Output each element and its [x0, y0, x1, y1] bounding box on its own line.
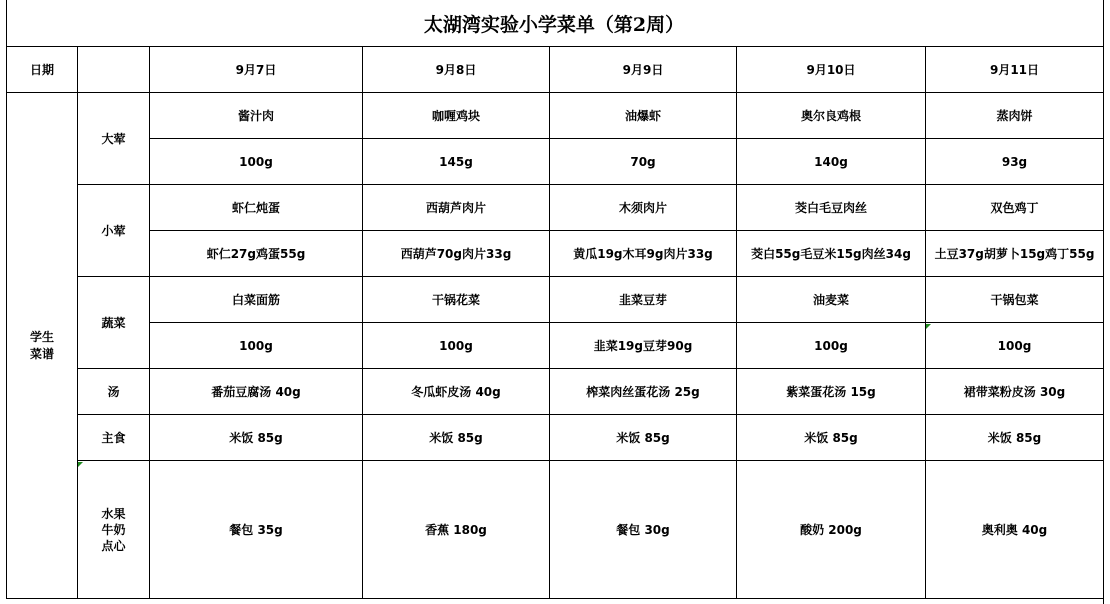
- staple-cell[interactable]: 米饭 85g: [150, 415, 363, 461]
- dish-amount-cell[interactable]: 70g: [550, 139, 737, 185]
- dish-amount-cell[interactable]: 虾仁27g鸡蛋55g: [150, 231, 363, 277]
- date-cell[interactable]: 9月10日: [737, 47, 926, 93]
- dish-name-cell[interactable]: 茭白毛豆肉丝: [737, 185, 926, 231]
- dish-amount-cell[interactable]: 100g: [363, 323, 550, 369]
- fruit-cell[interactable]: 奥利奥 40g: [926, 461, 1104, 599]
- dish-name-cell[interactable]: 干锅包菜: [926, 277, 1104, 323]
- dish-amount-cell[interactable]: 土豆37g胡萝卜15g鸡丁55g: [926, 231, 1104, 277]
- soup-cell[interactable]: 冬瓜虾皮汤 40g: [363, 369, 550, 415]
- group-label-cell[interactable]: [7, 93, 78, 599]
- date-cell[interactable]: 9月9日: [550, 47, 737, 93]
- dish-name-cell[interactable]: 双色鸡丁: [926, 185, 1104, 231]
- cell-comment-marker: [926, 324, 931, 329]
- fruit-cell[interactable]: 香蕉 180g: [363, 461, 550, 599]
- fruit-label-line: 牛奶: [101, 522, 126, 537]
- dish-name-cell[interactable]: 油爆虾: [550, 93, 737, 139]
- dish-name-cell[interactable]: 西葫芦肉片: [363, 185, 550, 231]
- menu-title: 太湖湾实验小学菜单（第2周）: [6, 0, 1102, 47]
- group-label: 学生菜谱: [29, 329, 54, 361]
- fruit-row: [7, 461, 1104, 599]
- soup-cell[interactable]: 番茄豆腐汤 40g: [150, 369, 363, 415]
- category-vegetable[interactable]: 蔬菜: [78, 277, 150, 369]
- fruit-label-line: 点心: [101, 538, 126, 553]
- date-cell[interactable]: 9月11日: [926, 47, 1104, 93]
- soup-row: [7, 369, 1104, 415]
- dish-name-cell[interactable]: 奥尔良鸡根: [737, 93, 926, 139]
- vegetable-name-row: [7, 277, 1104, 323]
- menu-table: [6, 46, 1104, 599]
- main-dish-amount-row: [7, 139, 1104, 185]
- dish-name-cell[interactable]: 咖喱鸡块: [363, 93, 550, 139]
- dish-amount-cell[interactable]: 100g: [150, 323, 363, 369]
- category-side-dish[interactable]: 小荤: [78, 185, 150, 277]
- side-dish-name-row: [7, 185, 1104, 231]
- dish-amount-cell[interactable]: 黄瓜19g木耳9g肉片33g: [550, 231, 737, 277]
- date-cell[interactable]: 9月7日: [150, 47, 363, 93]
- vegetable-amount-row: [7, 323, 1104, 369]
- dish-amount-cell[interactable]: 茭白55g毛豆米15g肉丝34g: [737, 231, 926, 277]
- category-main-dish[interactable]: 大荤: [78, 93, 150, 185]
- dish-name-cell[interactable]: 油麦菜: [737, 277, 926, 323]
- dish-name-cell[interactable]: 韭菜豆芽: [550, 277, 737, 323]
- category-soup[interactable]: 汤: [78, 369, 150, 415]
- sheet-left-border: [6, 0, 7, 46]
- dish-name-cell[interactable]: 白菜面筋: [150, 277, 363, 323]
- fruit-cell[interactable]: 餐包 30g: [550, 461, 737, 599]
- dish-name-cell[interactable]: 虾仁炖蛋: [150, 185, 363, 231]
- dish-amount-cell[interactable]: 100g: [150, 139, 363, 185]
- staple-cell[interactable]: 米饭 85g: [363, 415, 550, 461]
- staple-cell[interactable]: 米饭 85g: [926, 415, 1104, 461]
- dish-name-cell[interactable]: 木须肉片: [550, 185, 737, 231]
- fruit-cell[interactable]: 酸奶 200g: [737, 461, 926, 599]
- dish-amount-cell[interactable]: 93g: [926, 139, 1104, 185]
- dish-amount-cell[interactable]: 100g: [926, 323, 1104, 369]
- dish-amount-cell[interactable]: 140g: [737, 139, 926, 185]
- soup-cell[interactable]: 裙带菜粉皮汤 30g: [926, 369, 1104, 415]
- category-staple[interactable]: 主食: [78, 415, 150, 461]
- date-label[interactable]: 日期: [7, 47, 78, 93]
- dish-amount-cell[interactable]: 145g: [363, 139, 550, 185]
- staple-cell[interactable]: 米饭 85g: [737, 415, 926, 461]
- staple-row: [7, 415, 1104, 461]
- date-cell[interactable]: 9月8日: [363, 47, 550, 93]
- cell-comment-marker: [78, 462, 83, 467]
- staple-cell[interactable]: 米饭 85g: [550, 415, 737, 461]
- category-fruit[interactable]: [78, 461, 150, 599]
- dish-amount-cell[interactable]: 100g: [737, 323, 926, 369]
- dish-amount-cell[interactable]: 韭菜19g豆芽90g: [550, 323, 737, 369]
- dish-name-cell[interactable]: 酱汁肉: [150, 93, 363, 139]
- soup-cell[interactable]: 榨菜肉丝蛋花汤 25g: [550, 369, 737, 415]
- soup-cell[interactable]: 紫菜蛋花汤 15g: [737, 369, 926, 415]
- dish-name-cell[interactable]: 蒸肉饼: [926, 93, 1104, 139]
- dish-name-cell[interactable]: 干锅花菜: [363, 277, 550, 323]
- empty-header-cell[interactable]: [78, 47, 150, 93]
- fruit-label-line: 水果: [101, 506, 126, 521]
- main-dish-name-row: [7, 93, 1104, 139]
- fruit-cell[interactable]: 餐包 35g: [150, 461, 363, 599]
- side-dish-amount-row: [7, 231, 1104, 277]
- date-header-row: [7, 47, 1104, 93]
- dish-amount-cell[interactable]: 西葫芦70g肉片33g: [363, 231, 550, 277]
